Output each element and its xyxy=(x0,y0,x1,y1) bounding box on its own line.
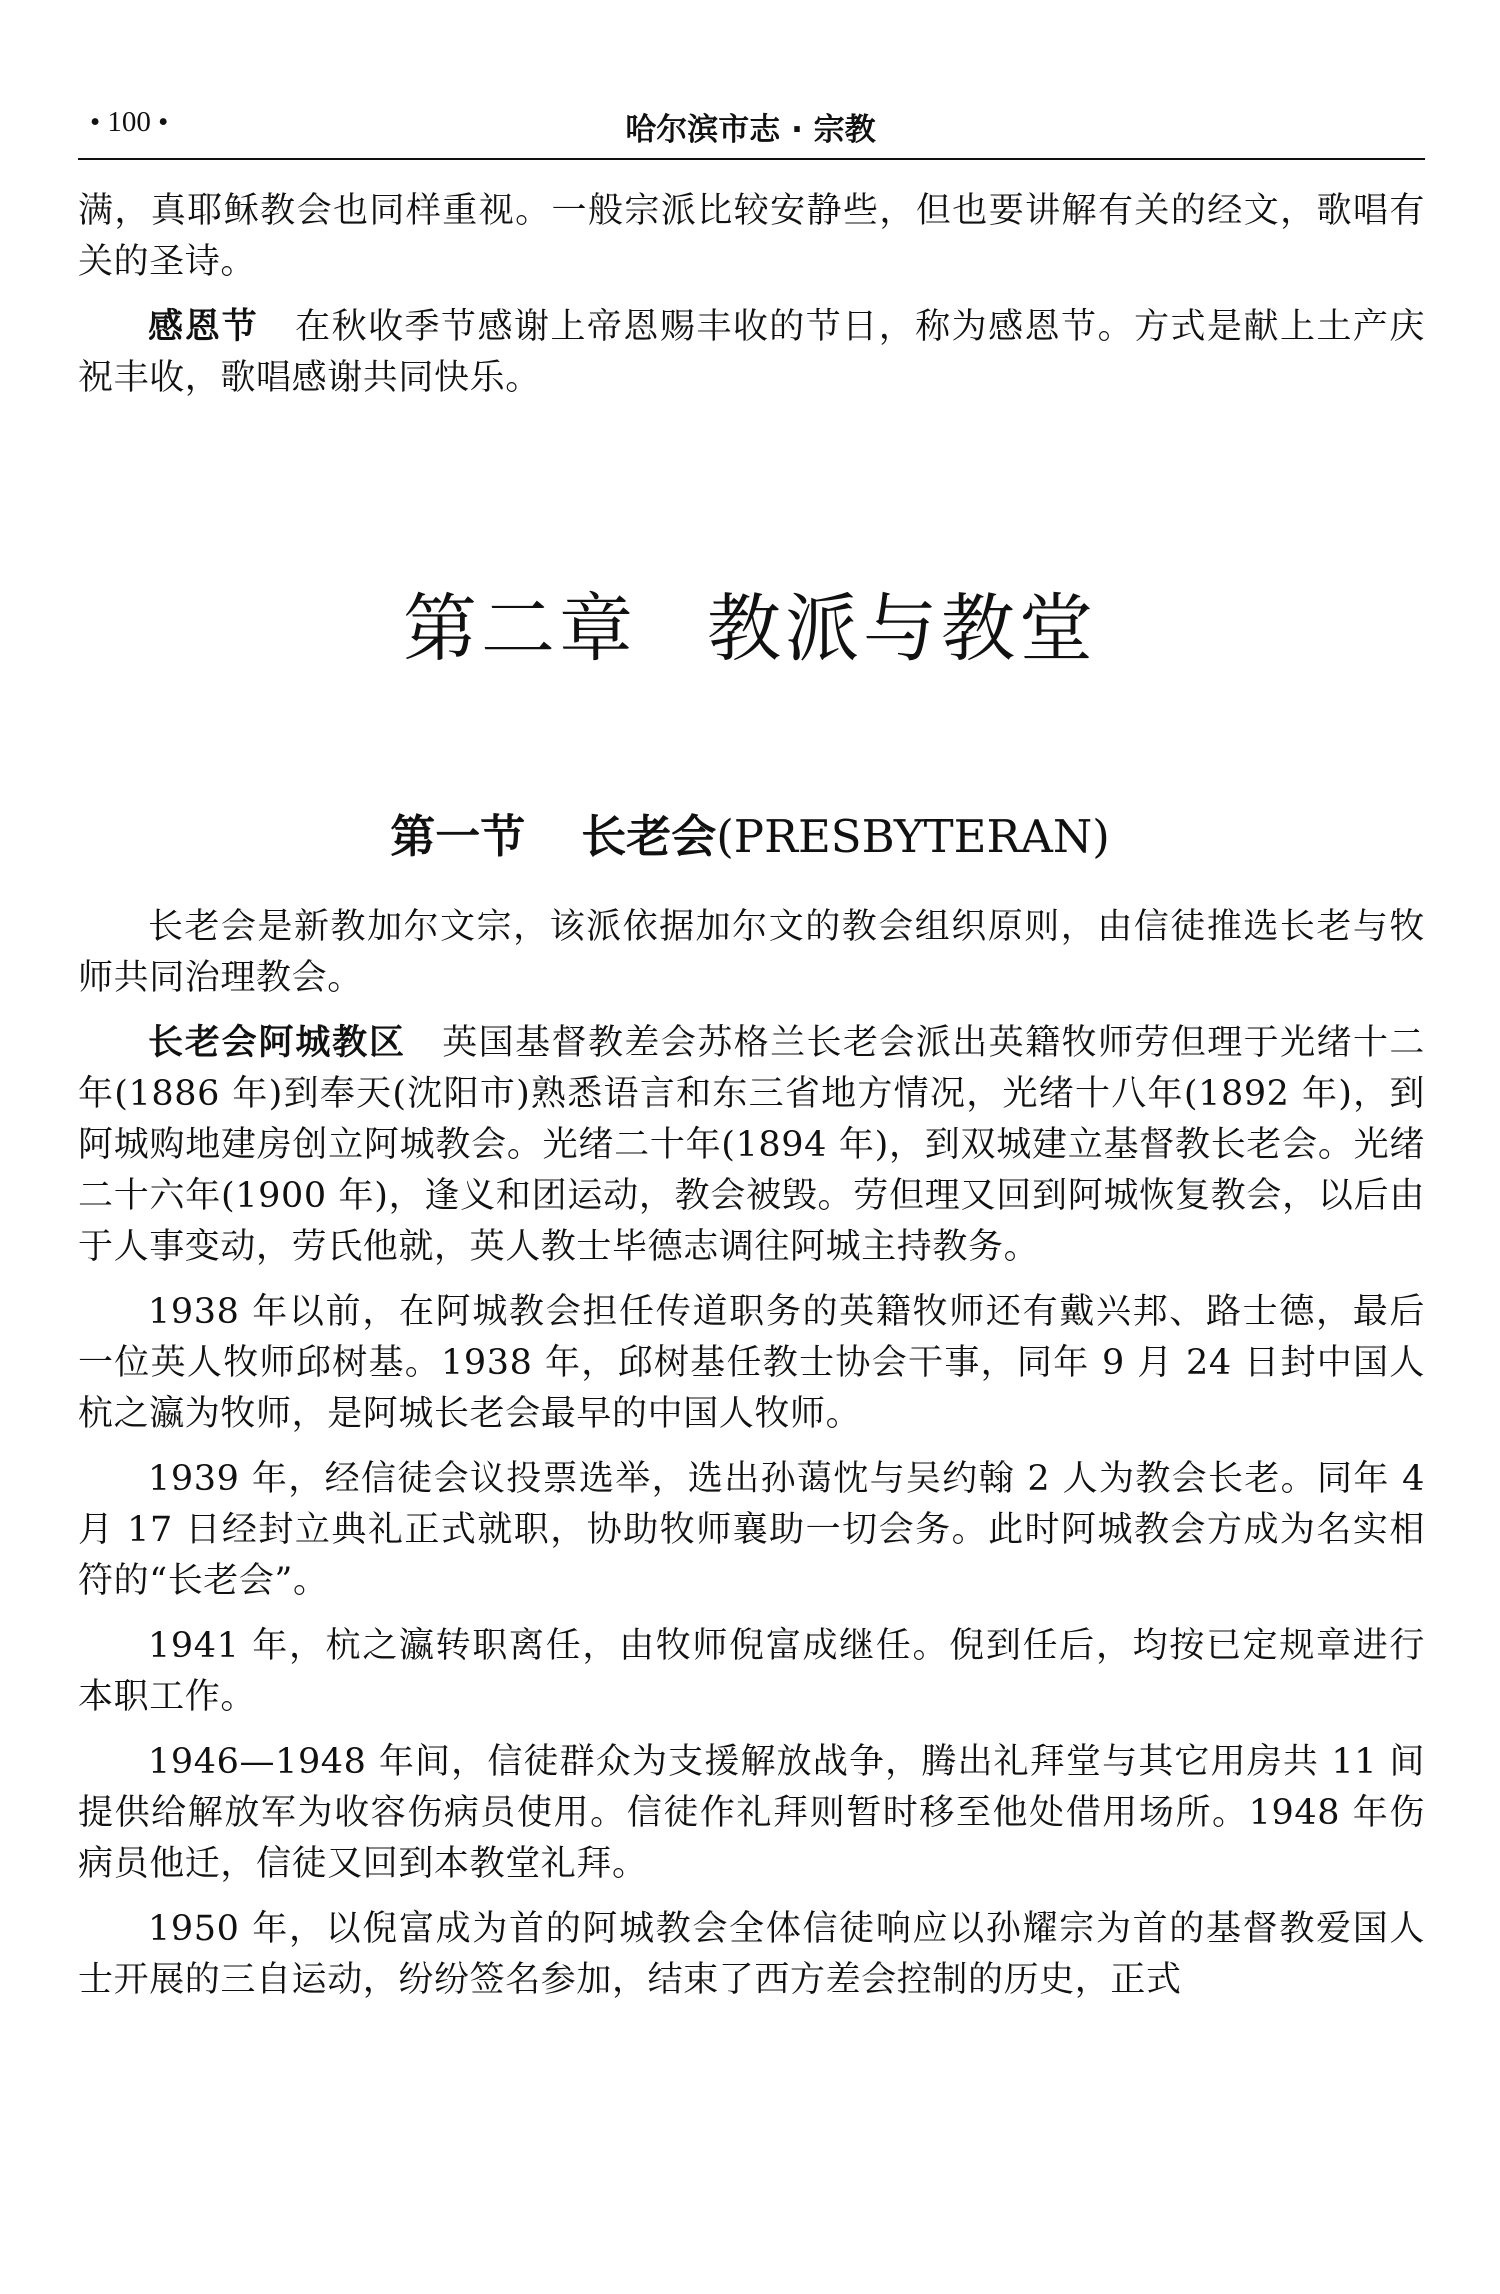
thanksgiving-text: 在秋收季节感谢上帝恩赐丰收的节日，称为感恩节。方式是献上土产庆祝丰收，歌唱感谢共同快乐。 xyxy=(78,307,1425,398)
section-number: 第一节 xyxy=(390,810,526,863)
thanksgiving-paragraph xyxy=(78,302,1425,404)
section-english-name: (PRESBYTERAN) xyxy=(716,810,1110,863)
continued-paragraph: 满，真耶稣教会也同样重视。一般宗派比较安静些，但也要讲解有关的经文，歌唱有关的圣诗。 xyxy=(78,191,1425,282)
paragraph-1946-1948: 1946—1948 年间，信徒群众为支援解放战争，腾出礼拜堂与其它用房共 11 间提供给解放军为收容伤病员使用。信徒作礼拜则暂时移至他处借用场所。1948 年伤病员他迁，信徒又回到本教堂礼拜。 xyxy=(78,1742,1425,1884)
intro-text xyxy=(78,186,1425,418)
section-heading xyxy=(0,800,1500,865)
acheng-parish-text: 英国基督教差会苏格兰长老会派出英籍牧师劳但理于光绪十二年(1886 年)到奉天(沈阳市)熟悉语言和东三省地方情况，光绪十八年(1892 年)，到阿城购地建房创立阿城教会。光绪二十年(1894 年)，到双城建立基督教长老会。光绪二十六年(1900 年)，逢义和团运动，教会被毁。劳但理又回到阿城恢复教会，以后由于人事变动，劳氏他就，英人教士毕德志调往阿城主持教务。 xyxy=(78,1023,1425,1267)
acheng-parish-paragraph xyxy=(78,1018,1425,1273)
paragraph-1950: 1950 年，以倪富成为首的阿城教会全体信徒响应以孙耀宗为首的基督教爱国人士开展的三自运动，纷纷签名参加，结束了西方差会控制的历史，正式 xyxy=(78,1909,1425,2000)
page-header xyxy=(78,102,1423,146)
page-number: • 100 • xyxy=(90,106,169,138)
paragraph-1938: 1938 年以前，在阿城教会担任传道职务的英籍牧师还有戴兴邦、路士德，最后一位英人牧师邱树基。1938 年，邱树基任教士协会干事，同年 9 月 24 日封中国人杭之瀛为牧师，是阿城长老会最早的中国人牧师。 xyxy=(78,1292,1425,1434)
running-title: 哈尔滨市志 · 宗教 xyxy=(625,112,876,148)
header-rule xyxy=(78,158,1425,160)
thanksgiving-term: 感恩节 xyxy=(148,307,259,347)
acheng-parish-term: 长老会阿城教区 xyxy=(148,1023,406,1063)
chapter-title: 教派与教堂 xyxy=(707,586,1097,672)
section-body xyxy=(78,902,1425,2020)
paragraph-1941: 1941 年，杭之瀛转职离任，由牧师倪富成继任。倪到任后，均按已定规章进行本职工作。 xyxy=(78,1626,1425,1717)
paragraph-1939: 1939 年，经信徒会议投票选举，选出孙蔼忱与吴约翰 2 人为教会长老。同年 4 月 17 日经封立典礼正式就职，协助牧师襄助一切会务。此时阿城教会方成为名实相符的“长老会”。 xyxy=(78,1459,1425,1601)
presbyterian-definition-paragraph: 长老会是新教加尔文宗，该派依据加尔文的教会组织原则，由信徒推选长老与牧师共同治理教会。 xyxy=(78,907,1425,998)
section-name: 长老会 xyxy=(581,810,717,863)
chapter-number: 第二章 xyxy=(403,586,637,672)
chapter-heading xyxy=(0,570,1500,676)
